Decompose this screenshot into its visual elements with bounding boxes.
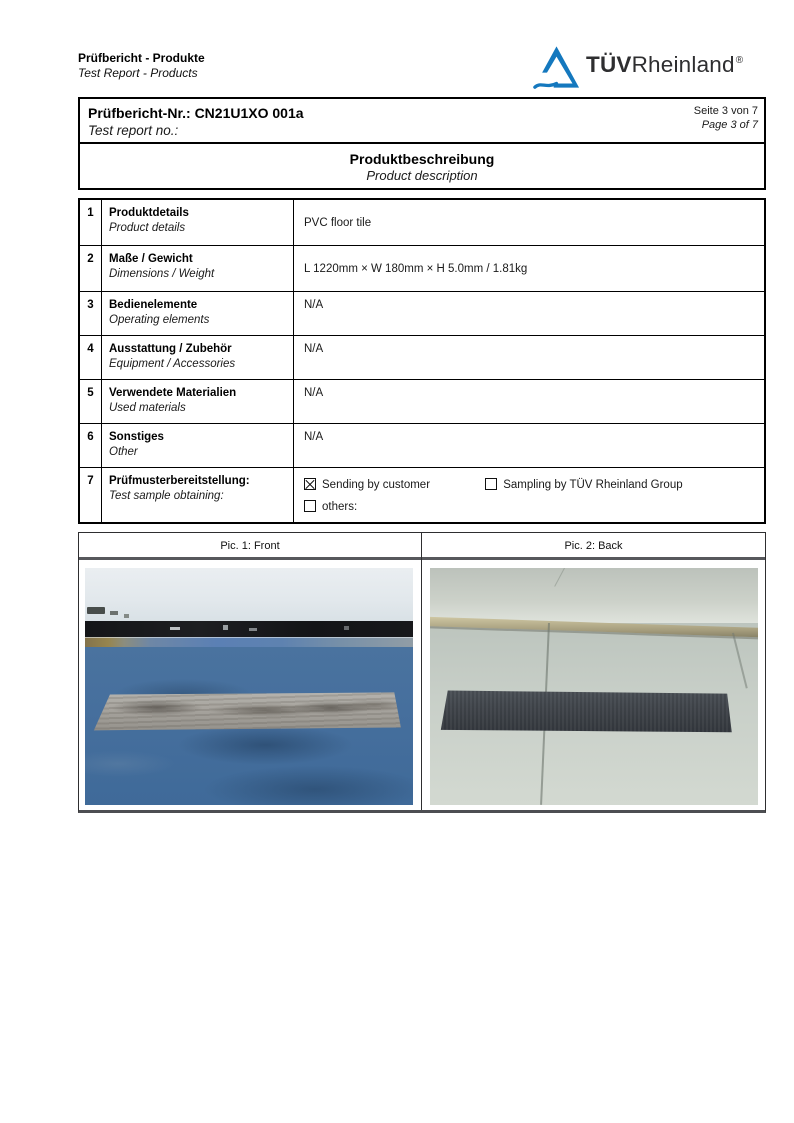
row-label-german: Verwendete Materialien: [109, 387, 237, 399]
report-number-row: [80, 99, 764, 144]
tuv-triangle-icon: [533, 45, 580, 89]
row-label: [102, 200, 294, 245]
section-title-english: Product description: [366, 168, 478, 183]
logo-tuv-text: TÜV: [586, 52, 632, 77]
row-label-english: Other: [109, 446, 138, 458]
row-label-english: Equipment / Accessories: [109, 358, 236, 370]
photo-front-speck: [124, 614, 129, 617]
row-number: 4: [80, 336, 102, 379]
picture-caption-back: Pic. 2: Back: [422, 533, 765, 560]
picture-area-back: [422, 560, 765, 810]
row-value-checkboxes: [294, 468, 764, 522]
registered-mark: ®: [735, 55, 744, 66]
photo-back: [430, 568, 758, 805]
checkbox-checked-icon: [304, 478, 316, 490]
checkbox-line-2: [304, 500, 756, 514]
section-title-german: Produktbeschreibung: [349, 151, 495, 167]
photo-front-speck: [87, 607, 105, 614]
report-number: Prüfbericht-Nr.: CN21U1XO 001a: [88, 105, 304, 121]
table-row-operating-elements: [80, 292, 764, 336]
row-label-english: Dimensions / Weight: [109, 268, 215, 280]
section-title-row: [80, 144, 764, 184]
row-value: N/A: [304, 431, 324, 443]
photo-front-wall: [85, 568, 413, 621]
row-value: N/A: [304, 299, 324, 311]
picture-caption-front: Pic. 1: Front: [79, 533, 421, 560]
row-label: [102, 380, 294, 423]
checkbox-option-sending: [304, 478, 482, 492]
doc-title-english: Test Report - Products: [78, 66, 198, 80]
row-label-english: Used materials: [109, 402, 186, 414]
pictures-section: [78, 532, 766, 813]
table-row-product-details: [80, 200, 764, 246]
row-value: N/A: [304, 343, 324, 355]
report-number-block: [88, 104, 304, 142]
product-description-table: [78, 198, 766, 524]
row-label: [102, 336, 294, 379]
row-number: 6: [80, 424, 102, 467]
table-row-used-materials: [80, 380, 764, 424]
row-label-german: Ausstattung / Zubehör: [109, 343, 232, 355]
row-label-german: Produktdetails: [109, 207, 189, 219]
picture-area-front: [79, 560, 421, 810]
checkbox-label: Sampling by TÜV Rheinland Group: [503, 479, 683, 491]
row-value: L 1220mm × W 180mm × H 5.0mm / 1.81kg: [304, 262, 528, 275]
page-info: [694, 104, 758, 142]
row-number: 1: [80, 200, 102, 245]
tuv-rheinland-logo: [533, 44, 773, 94]
picture-column-front: [79, 533, 422, 810]
row-number: 2: [80, 246, 102, 291]
table-row-equipment: [80, 336, 764, 380]
row-label: [102, 424, 294, 467]
row-value: N/A: [304, 387, 324, 399]
page-info-german: Seite 3 von 7: [693, 105, 758, 117]
checkbox-label: Sending by customer: [322, 479, 431, 491]
checkbox-label: others:: [322, 501, 358, 513]
row-label-english: Operating elements: [109, 314, 210, 326]
row-number: 5: [80, 380, 102, 423]
checkbox-unchecked-icon: [485, 478, 497, 490]
doc-title-german: Prüfbericht - Produkte: [78, 51, 205, 65]
photo-front: [85, 568, 413, 805]
table-row-dimensions: [80, 246, 764, 292]
checkbox-option-sampling: [485, 479, 682, 491]
photo-back-tile-seam: [732, 633, 747, 689]
row-label-german: Bedienelemente: [109, 299, 198, 311]
row-label-english: Product details: [109, 222, 186, 234]
row-label: [102, 246, 294, 291]
photo-front-skirting-band: [85, 621, 413, 637]
document-header: [78, 51, 205, 81]
table-row-test-sample: [80, 468, 764, 522]
table-row-other: [80, 424, 764, 468]
row-number: 7: [80, 468, 102, 522]
page-info-english: Page 3 of 7: [701, 118, 758, 131]
report-number-label-english: Test report no.:: [88, 123, 179, 138]
logo-wordmark: [586, 48, 743, 78]
row-label-german: Sonstiges: [109, 431, 164, 443]
checkbox-line-1: [304, 478, 756, 492]
row-label-english: Test sample obtaining:: [109, 490, 224, 502]
checkbox-unchecked-icon: [304, 500, 316, 512]
picture-column-back: [422, 533, 765, 810]
photo-front-speck: [110, 611, 118, 616]
report-header-box: [78, 97, 766, 190]
logo-rheinland-text: Rheinland: [631, 52, 735, 77]
row-label: [102, 468, 294, 522]
photo-back-wall: [430, 568, 758, 623]
checkbox-option-others: [304, 501, 357, 513]
row-label: [102, 292, 294, 335]
row-label-german: Prüfmusterbereitstellung:: [109, 475, 250, 487]
row-value: PVC floor tile: [304, 216, 372, 229]
row-label-german: Maße / Gewicht: [109, 253, 193, 265]
row-number: 3: [80, 292, 102, 335]
